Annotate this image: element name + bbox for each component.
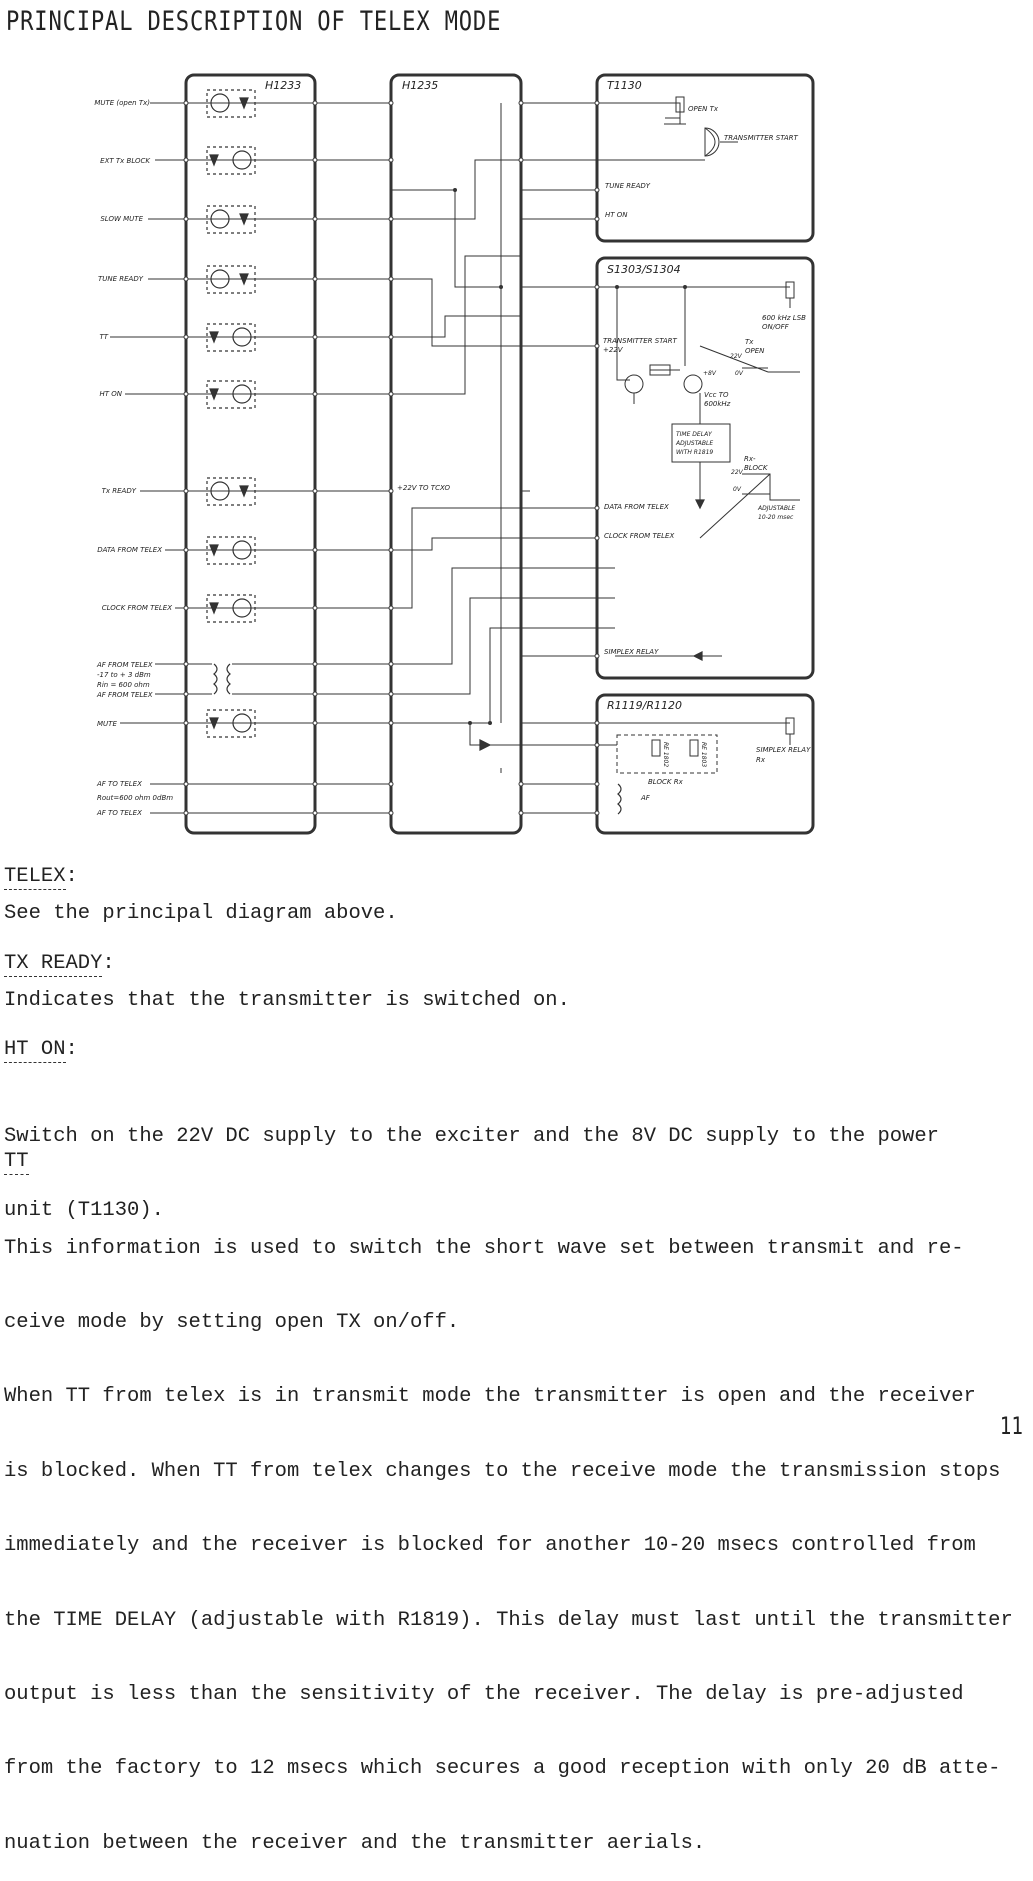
diagram-label: AF FROM TELEX	[97, 691, 153, 699]
diagram-label: TT	[99, 333, 108, 341]
diagram-label: AF	[641, 794, 650, 802]
section-heading-tt: TT	[4, 1150, 29, 1173]
page-number: 11	[999, 1412, 1023, 1440]
diagram-label: Vcc TO	[704, 391, 729, 399]
diagram-label: Rx-	[744, 455, 756, 463]
diagram-label: Tx READY	[101, 487, 136, 495]
diagram-label: 10-20 msec	[758, 514, 794, 521]
label-h1235: H1235	[402, 79, 439, 92]
diagram-label: CLOCK FROM TELEX	[604, 532, 675, 540]
diagram-label: HT ON	[99, 390, 122, 398]
diagram-label: MUTE	[97, 720, 117, 728]
diagram-label: 0V	[733, 486, 741, 493]
section-heading-tx-ready: TX READY:	[4, 952, 115, 975]
diagram-label: Rx	[756, 756, 766, 764]
section-text-ht-on: Switch on the 22V DC supply to the exciter and the 8V DC supply to the power unit (T1130).	[4, 1124, 939, 1222]
diagram-label: 22V	[731, 469, 743, 476]
diagram-label: EXT Tx BLOCK	[100, 157, 150, 165]
diagram-label: Tx	[745, 338, 754, 346]
diagram-label: BLOCK	[744, 464, 768, 472]
diagram-label: TRANSMITTER START	[603, 337, 677, 345]
diagram-label: +22V TO TCXO	[397, 484, 451, 492]
diagram-label: ADJUSTABLE	[758, 505, 796, 512]
label-t1130: T1130	[607, 79, 642, 92]
section-text-tt: This information is used to switch the short wave set between transmit and re- ceive mode by setting open TX on/off. When TT from telex is in transmit mode the transmitter is open and the receiver is blocked. When TT from telex changes to the receive mode the transmission stops immediately and the receiver is blocked for another 10-20 msecs controlled from the TIME DELAY (adjustable with R1819). This delay must last until the transmitter output is less than the sensitivity of the receiver. The delay is pre-adjusted from the factory to 12 msecs which secures a good reception with only 20 dB atte- nuation between the receiver and the transmitter aerials.	[4, 1236, 1013, 1855]
section-heading-telex: TELEX:	[4, 865, 78, 888]
diagram-label: HT ON	[605, 211, 628, 219]
diagram-label: AF TO TELEX	[97, 809, 142, 817]
diagram-label: CLOCK FROM TELEX	[101, 604, 172, 612]
diagram-label: BLOCK Rx	[648, 778, 683, 786]
diagram-label: 600 kHz LSB	[762, 314, 806, 322]
page-title: PRINCIPAL DESCRIPTION OF TELEX MODE	[6, 6, 502, 37]
diagram-label: 600kHz	[704, 400, 731, 408]
telex-principal-diagram	[0, 60, 1033, 850]
diagram-label: DATA FROM TELEX	[97, 546, 162, 554]
diagram-label: 0V	[735, 370, 743, 377]
diagram-label: +8V	[703, 370, 716, 377]
label-s1303: S1303/S1304	[607, 263, 681, 276]
t1130-block	[597, 75, 813, 241]
label-h1233: H1233	[265, 79, 302, 92]
diagram-label: AF TO TELEX	[97, 780, 142, 788]
diagram-label: 22V	[730, 353, 742, 360]
transformer-1	[214, 664, 230, 694]
diagram-label: RE 1802	[662, 742, 669, 768]
diagram-label: ON/OFF	[762, 323, 789, 331]
diagram-label: TUNE READY	[97, 275, 143, 283]
diagram-label: OPEN Tx	[688, 105, 719, 113]
diagram-label: OPEN	[745, 347, 765, 355]
diagram-label: SIMPLEX RELAY	[756, 746, 811, 754]
diagram-label: +22V	[603, 346, 623, 354]
diagram-label: TIME DELAY	[676, 431, 712, 438]
section-text-tx-ready: Indicates that the transmitter is switched on.	[4, 989, 570, 1012]
section-text-telex: See the principal diagram above.	[4, 902, 398, 925]
diagram-label: DATA FROM TELEX	[604, 503, 669, 511]
section-heading-ht-on: HT ON:	[4, 1038, 78, 1061]
diagram-label: WITH R1819	[676, 449, 714, 456]
diagram-label: SLOW MUTE	[100, 215, 143, 223]
diagram-label: -17 to + 3 dBm	[97, 671, 151, 679]
diagram-label: RE 1803	[700, 742, 707, 768]
diagram-label: TRANSMITTER START	[724, 134, 798, 142]
diagram-label: SIMPLEX RELAY	[604, 648, 659, 656]
label-r1119: R1119/R1120	[607, 699, 682, 712]
diagram-label: TUNE READY	[605, 182, 651, 190]
diagram-label: ADJUSTABLE	[676, 440, 714, 447]
diagram-label: Rout=600 ohm 0dBm	[97, 794, 174, 802]
diagram-label: Rin = 600 ohm	[97, 681, 150, 689]
diagram-label: AF FROM TELEX	[97, 661, 153, 669]
transformer-2	[618, 784, 621, 814]
diagram-label: MUTE (open Tx)	[94, 99, 150, 107]
